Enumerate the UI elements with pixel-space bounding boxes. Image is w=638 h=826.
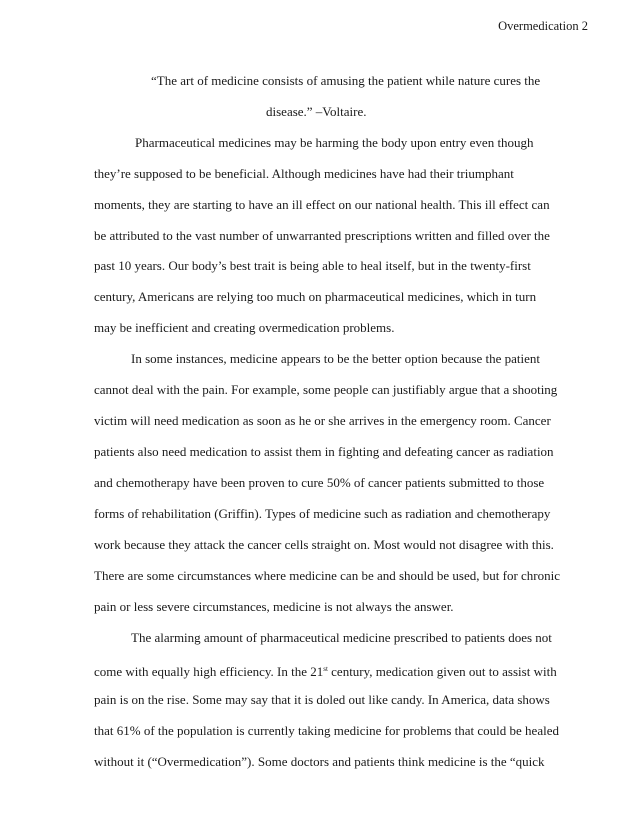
paragraph-1-line: past 10 years. Our body’s best trait is being able to heal itself, but in the twenty-first	[94, 258, 531, 273]
epigraph-line: disease.” –Voltaire.	[266, 104, 367, 119]
paragraph-3-line: without it (“Overmedication”). Some doctors and patients think medicine is the “quick	[94, 754, 545, 769]
paragraph-2-line: In some instances, medicine appears to be the better option because the patient	[131, 351, 540, 366]
epigraph-line: “The art of medicine consists of amusing the patient while nature cures the	[151, 73, 541, 88]
paragraph-2-line: There are some circumstances where medicine can be and should be used, but for chronic	[94, 568, 561, 583]
paragraph-3-line: pain is on the rise. Some may say that it is doled out like candy. In America, data shows	[94, 692, 550, 707]
paragraph-2-line: cannot deal with the pain. For example, some people can justifiably argue that a shooting	[94, 382, 558, 397]
paragraph-2-line: pain or less severe circumstances, medicine is not always the answer.	[94, 599, 454, 614]
paragraph-3-line	[94, 661, 557, 680]
paragraph-1-line: century, Americans are relying too much on pharmaceutical medicines, which in turn	[94, 289, 537, 304]
paragraph-3-line: that 61% of the population is currently taking medicine for problems that could be healed	[94, 723, 559, 738]
paragraph-1-line: may be inefficient and creating overmedication problems.	[94, 320, 395, 335]
paragraph-3-text: century, medication given out to assist with	[327, 664, 557, 679]
paragraph-3-text: come with equally high efficiency. In the 21	[94, 664, 324, 679]
paragraph-1-line: Pharmaceutical medicines may be harming the body upon entry even though	[135, 135, 534, 150]
paragraph-2-line: and chemotherapy have been proven to cure 50% of cancer patients submitted to those	[94, 475, 545, 490]
paragraph-1-line: moments, they are starting to have an ill effect on our national health. This ill effect can	[94, 197, 550, 212]
paragraph-2-line: patients also need medication to assist them in fighting and defeating cancer as radiation	[94, 444, 554, 459]
paragraph-2-line: victim will need medication as soon as he or she arrives in the emergency room. Cancer	[94, 413, 551, 428]
paragraph-1-line: be attributed to the vast number of unwarranted prescriptions written and filled over the	[94, 228, 550, 243]
paragraph-3-line: The alarming amount of pharmaceutical medicine prescribed to patients does not	[131, 630, 552, 645]
paragraph-2-line: work because they attack the cancer cells straight on. Most would not disagree with this.	[94, 537, 554, 552]
ordinal-superscript: st	[323, 665, 328, 673]
paragraph-2-line: forms of rehabilitation (Griffin). Types of medicine such as radiation and chemotherapy	[94, 506, 551, 521]
running-head: Overmedication 2	[498, 19, 588, 33]
paragraph-1-line: they’re supposed to be beneficial. Although medicines have had their triumphant	[94, 166, 514, 181]
